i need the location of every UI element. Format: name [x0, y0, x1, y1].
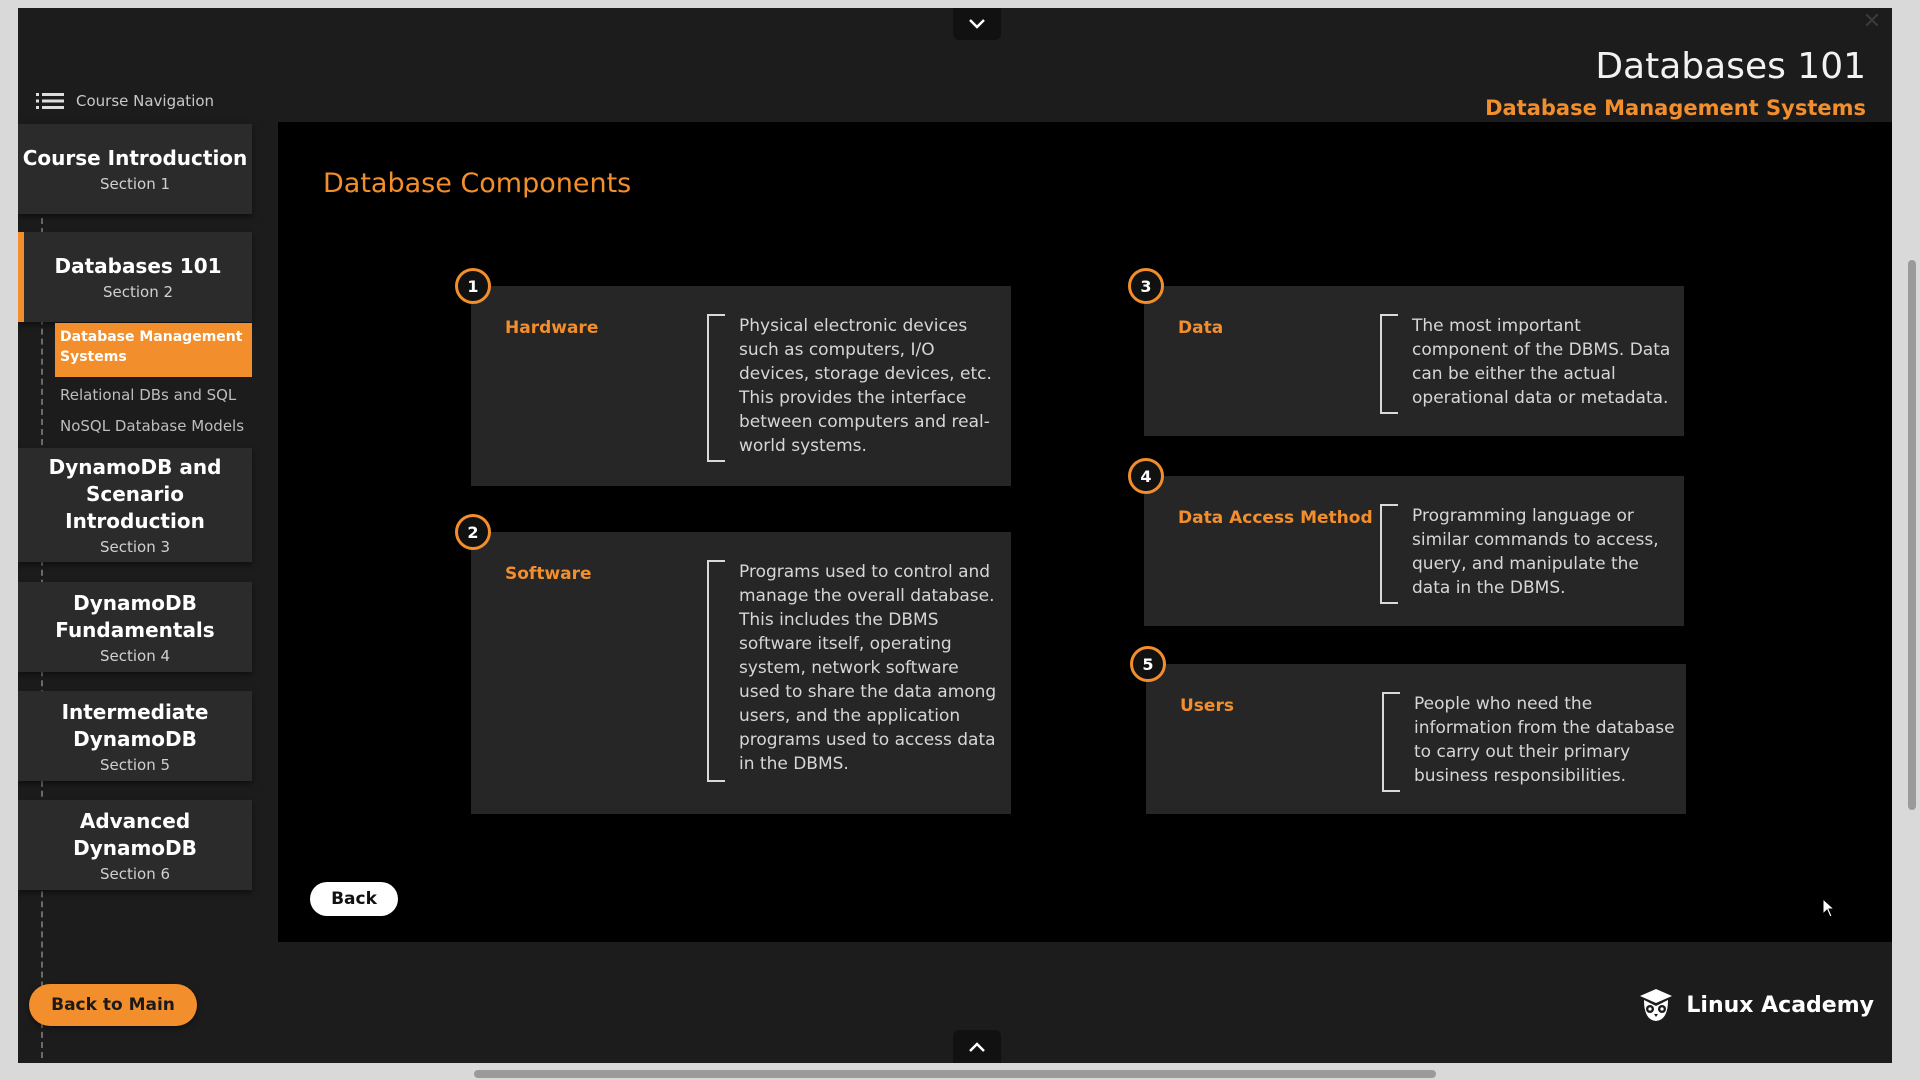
nav-section-title: Databases 101 [54, 254, 222, 278]
nav-subitem-relational-dbs[interactable]: Relational DBs and SQL [60, 386, 237, 404]
nav-section-4[interactable] [18, 582, 252, 672]
course-title: Databases 101 [1595, 46, 1866, 87]
mouse-cursor-icon [1822, 898, 1836, 918]
component-number-badge: 3 [1128, 268, 1164, 304]
vertical-scrollbar[interactable] [1908, 260, 1916, 810]
nav-section-number: Section 5 [99, 755, 171, 774]
owl-logo-icon [1636, 986, 1676, 1024]
chevron-up-icon [968, 1041, 986, 1053]
back-to-main-button[interactable]: Back to Main [29, 984, 197, 1026]
app-frame [18, 8, 1892, 1063]
back-button[interactable]: Back [310, 882, 398, 916]
nav-section-title: Course Introduction [22, 146, 248, 170]
component-card-hardware[interactable] [467, 276, 1011, 486]
bracket-divider [1382, 692, 1400, 792]
nav-subitem-database-management-systems[interactable]: Database Management Systems [55, 323, 252, 377]
brand-name: Linux Academy [1686, 992, 1874, 1018]
nav-section-6[interactable] [18, 800, 252, 890]
close-icon[interactable]: ✕ [1862, 9, 1882, 34]
component-name: Software [505, 564, 592, 584]
component-name: Data [1178, 318, 1224, 338]
chevron-down-icon [968, 18, 986, 30]
nav-section-2[interactable] [18, 232, 252, 322]
course-subtitle: Database Management Systems [1485, 96, 1866, 120]
bracket-divider [1380, 314, 1398, 414]
nav-section-title: Intermediate DynamoDB [61, 699, 209, 751]
nav-section-number: Section 2 [102, 283, 174, 301]
horizontal-scrollbar[interactable] [474, 1070, 1436, 1078]
nav-section-number: Section 4 [99, 646, 171, 665]
component-number-badge: 1 [455, 268, 491, 304]
component-card-data[interactable] [1140, 276, 1684, 436]
nav-section-title: DynamoDB Fundamentals [55, 590, 215, 642]
menu-icon [36, 92, 64, 110]
nav-section-1[interactable] [18, 124, 252, 214]
course-navigation-label: Course Navigation [76, 92, 215, 110]
component-description: Programming language or similar commands to access, query, and manipulate the data in the DBMS. [1412, 506, 1659, 598]
content-title: Database Components [323, 168, 632, 199]
component-name: Hardware [505, 318, 599, 338]
nav-section-5[interactable] [18, 691, 252, 781]
component-card-software[interactable] [467, 522, 1011, 814]
nav-section-number: Section 6 [99, 864, 171, 883]
collapse-toggle-bottom[interactable] [953, 1030, 1001, 1063]
component-description: The most important component of the DBMS. Data can be either the actual operational data or metadata. [1412, 316, 1671, 408]
course-navigation-header[interactable] [36, 92, 214, 110]
component-name: Users [1180, 696, 1234, 716]
component-name: Data Access Method [1178, 508, 1373, 528]
nav-section-number: Section 1 [99, 175, 171, 193]
component-number-badge: 5 [1130, 646, 1166, 682]
component-description: Physical electronic devices such as computers, I/O devices, storage devices, etc. This provides the interface between computers and real-world systems. [739, 316, 992, 456]
component-card-users[interactable] [1142, 654, 1686, 814]
bracket-divider [707, 560, 725, 782]
bracket-divider [707, 314, 725, 462]
component-number-badge: 2 [455, 514, 491, 550]
nav-section-title: Advanced DynamoDB [73, 808, 197, 860]
component-card-data-access-method[interactable] [1140, 466, 1684, 626]
bracket-divider [1380, 504, 1398, 604]
content-panel [278, 122, 1892, 942]
nav-section-3[interactable] [18, 448, 252, 562]
nav-subitem-nosql-models[interactable]: NoSQL Database Models [60, 417, 245, 435]
component-description: People who need the information from the database to carry out their primary business responsibilities. [1414, 694, 1675, 786]
component-description: Programs used to control and manage the overall database. This includes the DBMS software itself, operating system, network software used to share the data among users, and the application programs used to access data in the DBMS. [739, 562, 997, 774]
component-number-badge: 4 [1128, 458, 1164, 494]
linux-academy-logo [1636, 986, 1874, 1024]
nav-section-title: DynamoDB and Scenario Introduction [48, 455, 222, 533]
collapse-toggle-top[interactable] [953, 8, 1001, 40]
nav-section-number: Section 3 [99, 538, 171, 556]
